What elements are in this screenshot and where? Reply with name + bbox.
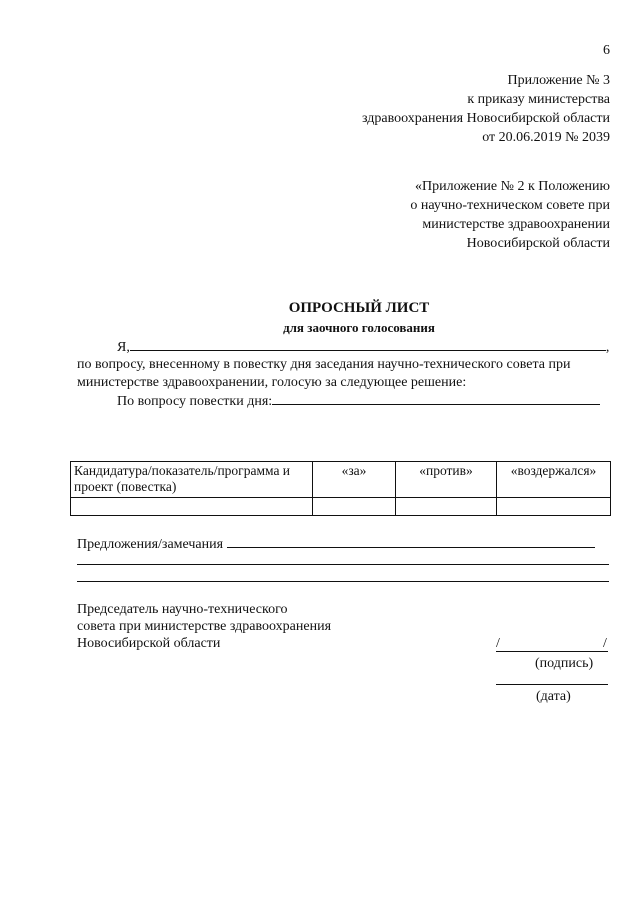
document-subtitle: для заочного голосования <box>283 320 435 335</box>
chair-title-line: Новосибирской области <box>77 636 221 651</box>
quoted-appendix-line: министерстве здравоохранении <box>422 217 610 232</box>
appendix-line: от 20.06.2019 № 2039 <box>482 130 610 145</box>
column-header-candidate: Кандидатура/показатель/программа и проект (повестка) <box>71 462 313 498</box>
document-title: ОПРОСНЫЙ ЛИСТ <box>288 300 430 316</box>
signature-slash-left: / <box>496 636 500 651</box>
quoted-appendix-line: о научно-техническом совете при <box>410 198 610 213</box>
agenda-question-label: По вопросу повестки дня: <box>117 394 273 409</box>
body-text-line: министерстве здравоохранении, голосую за следующее решение: <box>77 375 467 390</box>
date-caption: (дата) <box>536 689 571 704</box>
date-field[interactable] <box>496 684 608 685</box>
column-header-against: «против» <box>396 462 497 498</box>
signature-field[interactable] <box>496 651 608 652</box>
appendix-line: к приказу министерства <box>467 92 610 107</box>
signature-slash-right: / <box>603 636 607 651</box>
page-number: 6 <box>603 43 610 58</box>
agenda-question-line <box>117 392 600 410</box>
voting-table-header-row <box>71 462 611 498</box>
proposals-label: Предложения/замечания <box>77 537 224 552</box>
chair-title-line: совета при министерстве здравоохранения <box>77 619 332 634</box>
proposals-continuation-line[interactable] <box>77 581 609 582</box>
appendix-header <box>362 72 610 148</box>
signature-caption: (подпись) <box>535 656 594 671</box>
candidate-cell[interactable] <box>71 498 313 516</box>
quoted-appendix-line: «Приложение № 2 к Положению <box>414 179 610 194</box>
body-text-line: по вопросу, внесенному в повестку дня заседания научно-технического совета при <box>77 357 571 372</box>
table-row <box>71 498 611 516</box>
vote-against-cell[interactable] <box>396 498 497 516</box>
vote-abstain-cell[interactable] <box>497 498 611 516</box>
quoted-appendix-header <box>410 178 610 254</box>
respondent-prefix: Я, <box>117 340 130 355</box>
voting-table <box>70 461 611 516</box>
column-header-for: «за» <box>313 462 396 498</box>
appendix-line: здравоохранения Новосибирской области <box>361 111 610 126</box>
respondent-suffix: , <box>605 340 610 355</box>
proposals-continuation-line[interactable] <box>77 564 609 565</box>
proposals-field[interactable] <box>227 535 595 548</box>
respondent-name-line <box>117 338 609 356</box>
chair-signature-block <box>77 601 331 652</box>
vote-for-cell[interactable] <box>313 498 396 516</box>
appendix-line: Приложение № 3 <box>507 73 610 88</box>
agenda-question-field[interactable] <box>272 392 600 405</box>
column-header-abstain: «воздержался» <box>497 462 611 498</box>
respondent-name-field[interactable] <box>130 338 606 351</box>
chair-title-line: Председатель научно-технического <box>77 602 288 617</box>
proposals-line <box>77 535 595 553</box>
quoted-appendix-line: Новосибирской области <box>466 236 610 251</box>
